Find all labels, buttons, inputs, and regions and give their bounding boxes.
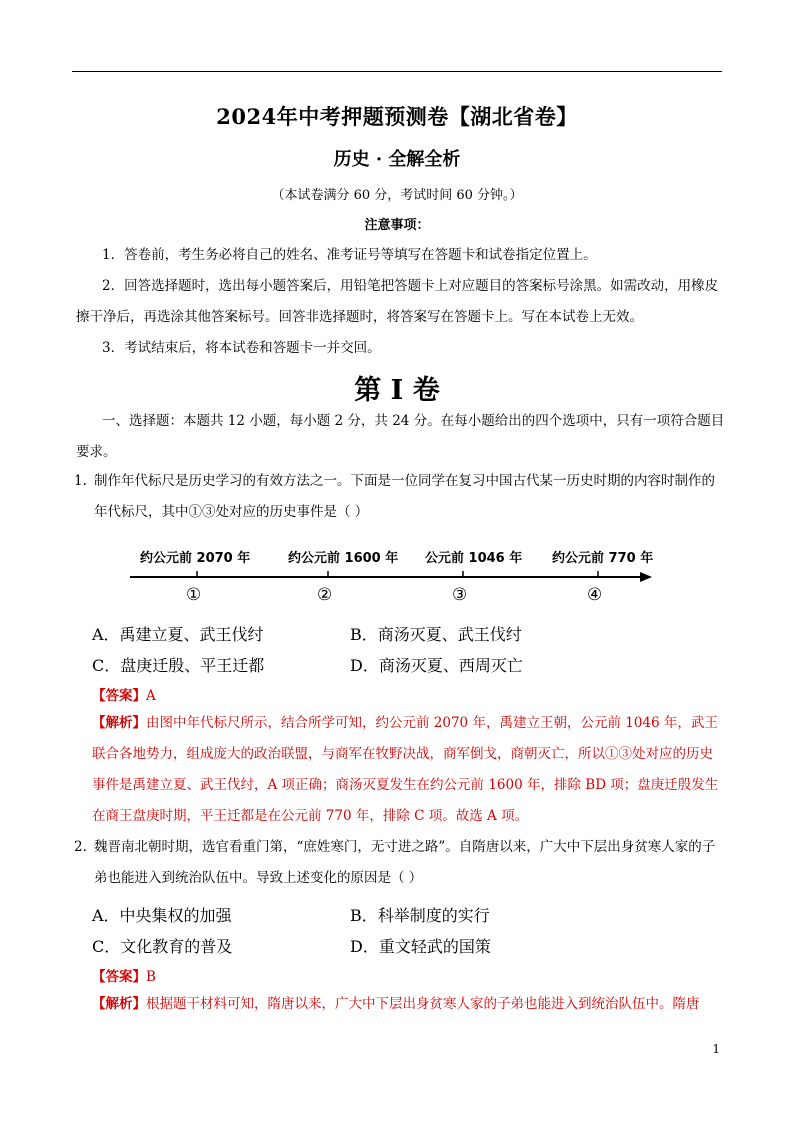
- q1-answer: [92, 684, 156, 704]
- q2-option-d: D．重文轻武的国策: [350, 937, 491, 956]
- page-subtitle: 历史 · 全解全析: [333, 149, 461, 170]
- q2-option-c: C．文化教育的普及: [92, 937, 233, 956]
- instruction-2: 2．回答选择题时，选出每小题答案后，用铅笔把答题卡上对应题目的答案标号涂黑。如需改动，用橡皮擦干净后，再选涂其他答案标号。回答非选择题时，将答案写在答题卡上。写在本试卷上无效。: [76, 278, 719, 325]
- question-1: [76, 466, 728, 528]
- question-stem: 制作年代标尺是历史学习的有效方法之一。下面是一位同学在复习中国古代某一历史时期的内容时制作的年代标尺，其中①③处对应的历史事件是（ ）: [94, 473, 715, 520]
- timeline-label-3: 公元前 1046 年: [425, 551, 523, 566]
- q2-option-b: B．科举制度的实行: [350, 906, 490, 925]
- question-number: 1.: [74, 473, 87, 489]
- timeline-label-1: 约公元前 2070 年: [140, 551, 251, 566]
- answer-label: 【答案】: [92, 688, 146, 704]
- timeline-arrow-icon: [640, 572, 652, 582]
- q2-option-a: A．中央集权的加强: [92, 906, 232, 925]
- page-number: 1: [712, 1042, 720, 1056]
- answer-value: B: [146, 969, 156, 985]
- q1-analysis: [92, 708, 726, 832]
- timeline-figure: [120, 540, 660, 610]
- timeline-marker-1: ①: [186, 585, 202, 605]
- answer-value: A: [146, 688, 156, 704]
- q2-analysis: [92, 989, 726, 1020]
- analysis-text: 由图中年代标尺所示，结合所学可知，约公元前 2070 年，禹建立王朝，公元前 1046 年，武王联合各地势力，组成庞大的政治联盟，与商军在牧野决战，商军倒戈，商朝灭亡，所以①③处对应的历史事件是禹建立夏、武王伐纣，A 项正确；商汤灭夏发生在约公元前 1600 年，排除 BD 项；盘庚迁殷发生在商王盘庚时期，平王迁都是在公元前 770 年，排除 C 项。故选 A 项。: [92, 715, 719, 824]
- q1-option-d: D．商汤灭夏、西周灭亡: [350, 656, 523, 675]
- analysis-label: 【解析】: [92, 996, 146, 1012]
- section-heading: 第 I 卷: [354, 375, 440, 406]
- section-description: 一、选择题：本题共 12 小题，每小题 2 分，共 24 分。在每小题给出的四个选项中，只有一项符合题目要求。: [76, 413, 725, 460]
- instruction-1: 1．答卷前，考生务必将自己的姓名、准考证号等填写在答题卡和试卷指定位置上。: [102, 247, 597, 263]
- page-title: 2024年中考押题预测卷【湖北省卷】: [216, 104, 578, 129]
- timeline-marker-4: ④: [587, 585, 603, 605]
- header-rule: [72, 71, 722, 72]
- timeline-marker-3: ③: [452, 585, 468, 605]
- timeline-marker-2: ②: [317, 585, 333, 605]
- q1-option-c: C．盘庚迁殷、平王迁都: [92, 656, 265, 675]
- instruction-3: 3．考试结束后，将本试卷和答题卡一并交回。: [102, 340, 381, 356]
- exam-note: （本试卷满分 60 分，考试时间 60 分钟。）: [271, 188, 523, 203]
- timeline-label-2: 约公元前 1600 年: [288, 551, 399, 566]
- q1-option-b: B．商汤灭夏、武王伐纣: [350, 625, 522, 644]
- analysis-text: 根据题干材料可知，隋唐以来，广大中下层出身贫寒人家的子弟也能进入到统治队伍中。隋唐: [146, 996, 700, 1012]
- notice-title: 注意事项：: [364, 218, 430, 233]
- analysis-label: 【解析】: [92, 715, 146, 731]
- timeline-label-4: 约公元前 770 年: [552, 551, 654, 566]
- answer-label: 【答案】: [92, 969, 146, 985]
- question-stem: 魏晋南北朝时期，选官看重门第，“庶姓寒门，无寸进之路”。自隋唐以来，广大中下层出身贫寒人家的子弟也能进入到统治队伍中。导致上述变化的原因是（ ）: [94, 839, 716, 886]
- q2-answer: [92, 965, 156, 985]
- question-number: 2.: [74, 839, 87, 855]
- q1-option-a: A．禹建立夏、武王伐纣: [92, 625, 264, 644]
- question-2: [76, 832, 728, 894]
